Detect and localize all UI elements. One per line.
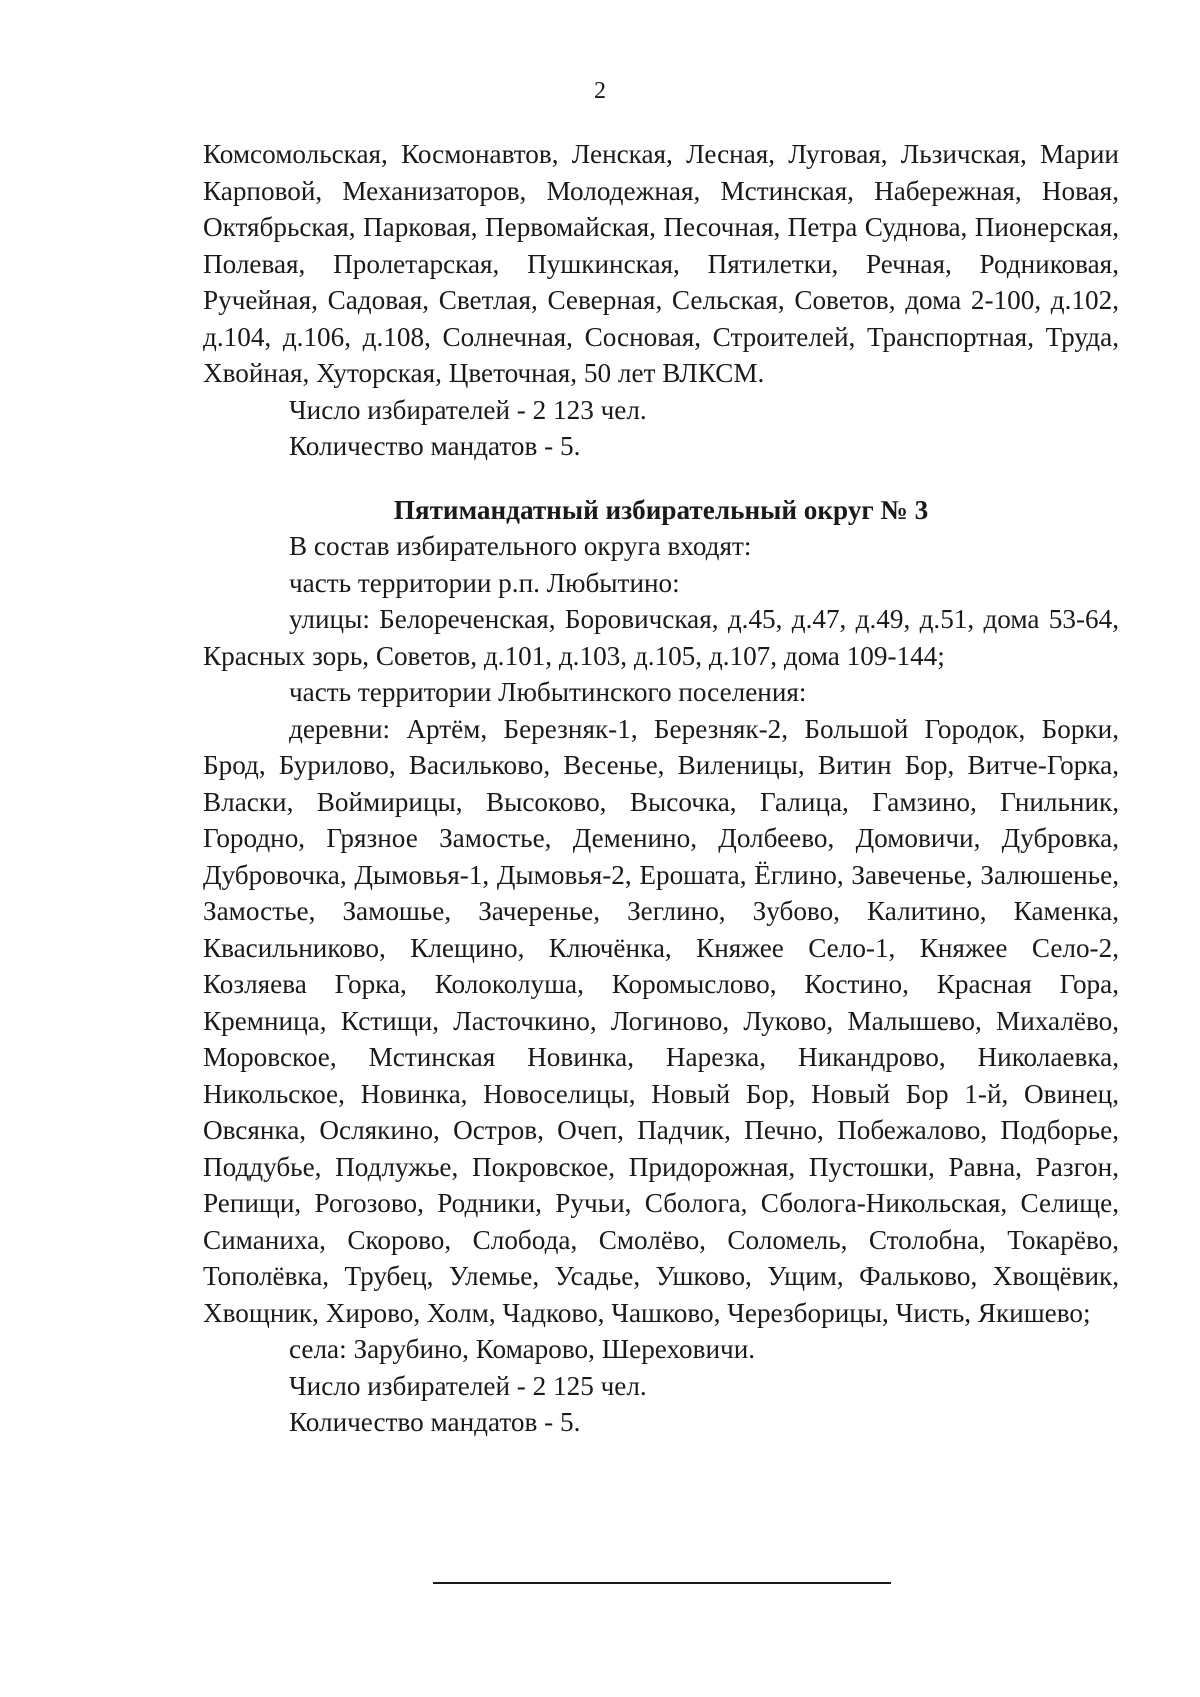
district-3-settlement-part: часть территории Любытинского поселения: — [289, 677, 807, 707]
district-2-tail — [203, 136, 1119, 1441]
district-3-selo: села: Зарубино, Комарово, Шереховичи. — [289, 1334, 756, 1364]
district-3-town-part: часть территории р.п. Любытино: — [289, 567, 680, 598]
district-3-heading: Пятимандатный избирательный округ № 3 — [393, 494, 929, 525]
district-3-voters-count: Число избирателей - 2 125 чел. — [289, 1370, 647, 1401]
district-3-intro: В состав избирательного округа входят: — [289, 531, 752, 561]
district-2-mandates-count: Количество мандатов - 5. — [289, 431, 581, 461]
district-2-voters-count: Число избирателей - 2 123 чел. — [289, 394, 647, 425]
district-2-streets-continuation: Комсомольская, Космонавтов, Ленская, Лесная, Луговая, Льзичская, Марии Карповой, Механизаторов, Молодежная, Мстинская, Набережная, Новая, Октябрьская, Парковая, Первомайская, Песочная, Петра Суднова, Пионерская, Полевая, Пролетарская, Пушкинская, Пятилетки, Речная, Родниковая, Ручейная, Садовая, Светлая, Северная, Сельская, Советов, дома 2-100, д.102, д.104, д.106, д.108, Солнечная, Сосновая, Строителей, Транспортная, Труда, Хвойная, Хуторская, Цветочная, 50 лет ВЛКСМ. — [203, 139, 1119, 388]
section-gap — [203, 465, 1119, 492]
end-of-document-rule — [433, 1582, 891, 1584]
page-number: 2 — [594, 78, 606, 104]
district-3-streets: улицы: Белореченская, Боровичская, д.45, д.47, д.49, д.51, дома 53-64, Красных зорь, Советов, д.101, д.103, д.105, д.107, дома 109-144; — [203, 604, 1119, 671]
district-3-mandates-count: Количество мандатов - 5. — [289, 1407, 581, 1437]
district-3-villages: деревни: Артём, Березняк-1, Березняк-2, Большой Городок, Борки, Брод, Бурилово, Васильково, Весенье, Виленицы, Витин Бор, Витче-Горка, Власки, Воймирицы, Высоково, Высочка, Галица, Гамзино, Гнильник, Городно, Грязное Замостье, Деменино, Долбеево, Домовичи, Дубровка, Дубровочка, Дымовья-1, Дымовья-2, Ерошата, Ёглино, Завеченье, Залюшенье, Замостье, Замошье, Зачеренье, Зеглино, Зубово, Калитино, Каменка, Квасильниково, Клещино, Ключёнка, Княжее Село-1, Княжее Село-2, Козляева Горка, Колоколуша, Коромыслово, Костино, Красная Гора, Кремница, Кстищи, Ласточкино, Логиново, Луково, Малышево, Михалёво, Моровское, Мстинская Новинка, Нарезка, Никандрово, Николаевка, Никольское, Новинка, Новоселицы, Новый Бор, Новый Бор 1-й, Овинец, Овсянка, Ослякино, Остров, Очеп, Падчик, Печно, Побежалово, Подборье, Поддубье, Подлужье, Покровское, Придорожная, Пустошки, Равна, Разгон, Репищи, Рогозово, Родники, Ручьи, Сболога, Сболога-Никольская, Селище, Симаниха, Скорово, Слобода, Смолёво, Соломель, Столобна, Токарёво, Тополёвка, Трубец, Улемье, Усадье, Ушково, Ущим, Фальково, Хвощёвик, Хвощник, Хирово, Холм, Чадково, Чашково, Черезборицы, Чисть, Якишево; — [203, 713, 1119, 1328]
